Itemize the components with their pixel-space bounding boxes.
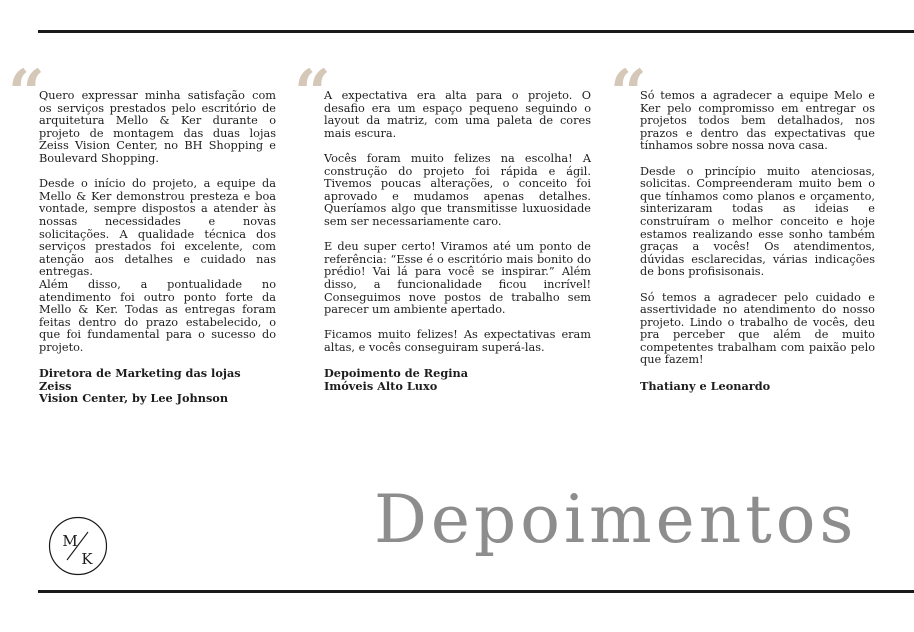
testimonial-paragraph: Vocês foram muito felizes na escolha! A construção do projeto foi rápida e ágil. Tivemos poucas alterações, o conceito foi aprovado e mudamos apenas detalhes. Queríamos algo que transmitisse luxuosidade sem ser necessariamente caro. xyxy=(324,151,591,228)
testimonial-paragraph: A expectativa era alta para o projeto. O desafio era um espaço pequeno seguindo o layout da matriz, com uma paleta de cores mais escura. xyxy=(324,89,591,140)
logo-letter-top: M xyxy=(62,532,78,550)
testimonial-paragraph: Só temos a agradecer pelo cuidado e assertividade no atendimento do nosso projeto. Lindo o trabalho de vocês, deu pra perceber que além de muito competentes trabalham com paixão pelo que fazem! xyxy=(640,290,875,367)
top-rule xyxy=(38,30,914,33)
testimonial-paragraph: Só temos a agradecer a equipe Melo e Ker pelo compromisso em entregar os projetos todos bem detalhados, nos prazos e dentro das expectativas que tínhamos sobre nossa nova casa. xyxy=(640,89,875,153)
quote-mark-icon: “ xyxy=(610,56,647,131)
mello-ker-logo xyxy=(48,516,108,576)
testimonial-signature: Depoimento de Regina Imóveis Alto Luxo xyxy=(324,366,469,393)
testimonial-signature: Thatiany e Leonardo xyxy=(640,378,771,393)
page-title: Depoimentos xyxy=(374,481,858,558)
quote-mark-icon: “ xyxy=(8,56,45,131)
testimonial-paragraph: E deu super certo! Viramos até um ponto de referência: “Esse é o escritório mais bonito do prédio! Vai lá para você se inspirar.” Além disso, a funcionalidade ficou incrível! Conseguimos nove postos de trabalho sem parecer um ambiente apertado. xyxy=(324,240,591,317)
testimonial-paragraph: Desde o início do projeto, a equipe da Mello & Ker demonstrou presteza e boa vontade, sempre dispostos a atender às nossas necessidades e novas solicitações. A qualidade técnica dos serviços prestados foi excelente, com atenção aos detalhes e cuidado nas entregas. xyxy=(39,177,276,279)
quote-mark-icon: “ xyxy=(294,56,331,131)
testimonial-2 xyxy=(324,90,591,392)
testimonial-signature: Diretora de Marketing das lojas Zeiss Vision Center, by Lee Johnson xyxy=(39,366,241,406)
testimonial-3 xyxy=(640,90,875,392)
testimonial-1 xyxy=(39,90,276,405)
testimonial-paragraph: Ficamos muito felizes! As expectativas eram altas, e vocês conseguiram superá-las. xyxy=(324,328,591,354)
testimonial-paragraph: Desde o princípio muito atenciosas, solicitas. Compreenderam muito bem o que tínhamos como planos e orçamento, sinterizaram todas as ideias e construíram o melhor conceito e hoje estamos realizando esse sonho também graças a vocês! Os atendimentos, dúvidas esclarecidas, várias indicações de bons profisisonais. xyxy=(640,164,875,279)
testimonial-paragraph: Além disso, a pontualidade no atendimento foi outro ponto forte da Mello & Ker. Todas as entregas foram feitas dentro do prazo estabelecido, o que foi fundamental para o sucesso do projeto. xyxy=(39,277,276,354)
testimonial-paragraph: Quero expressar minha satisfação com os serviços prestados pelo escritório de arquitetura Mello & Ker durante o projeto de montagem das duas lojas Zeiss Vision Center, no BH Shopping e Boulevard Shopping. xyxy=(39,89,276,165)
logo-letter-bottom: K xyxy=(81,550,93,568)
bottom-rule xyxy=(38,590,914,593)
